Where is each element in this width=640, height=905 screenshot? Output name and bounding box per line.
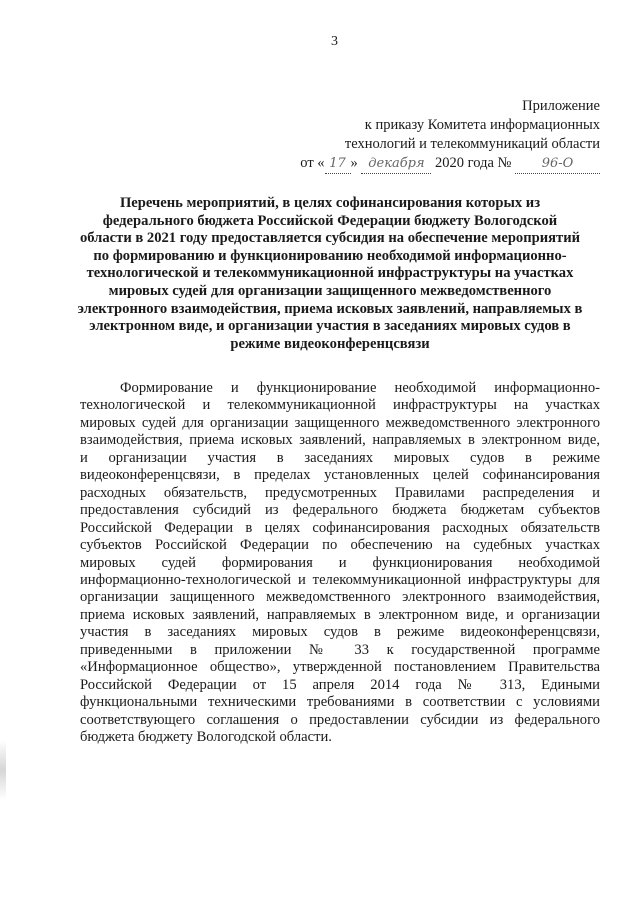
body-line: взаимодействия, приема исковых заявлений, направляемых в электронном виде, [80, 432, 600, 449]
body-line: субъектов Российской Федерации по обеспечению на судебных участках [80, 537, 600, 554]
title-line: режиме видеоконференцсвязи [230, 335, 430, 352]
body-line: информационно-технологической и телекоммуникационной инфраструктуры для [80, 571, 600, 588]
handwritten-order-number: 96-О [515, 154, 600, 174]
body-line: приема исковых заявлений, направляемых в электронном виде, и организации [80, 606, 600, 623]
title-line: федерального бюджета Российской Федерации бюджету Вологодской [102, 212, 558, 229]
title-line: технологической и телекоммуникационной инфраструктуры на участках [86, 265, 574, 282]
appendix-label: Приложение [522, 98, 600, 114]
handwritten-day: 17 [325, 154, 351, 174]
body-line: участия в заседаниях мировых судов в режиме видеоконференцсвязи, [80, 624, 600, 641]
body-line: предоставления субсидий из федерального бюджета бюджетам субъектов [80, 502, 600, 519]
appendix-header [300, 97, 600, 174]
document-title [60, 195, 600, 353]
body-line: «Информационное общество», утвержденной постановлением Правительства [80, 659, 600, 676]
body-line: соответствующего соглашения о предоставлении субсидии из федерального [80, 711, 600, 728]
body-paragraph [80, 380, 600, 747]
appendix-order-line: к приказу Комитета информационных [364, 117, 600, 133]
body-line: Формирование и функционирование необходимой информационно- [120, 380, 600, 396]
title-line: мировых судей для организации защищенного межведомственного [108, 282, 552, 299]
body-line: и организации участия в заседаниях мировых судов в режиме [80, 449, 600, 466]
body-line: мировых судей формирования и функционирования необходимой [80, 554, 600, 571]
date-year: 2020 года № [435, 155, 512, 171]
title-line: Перечень мероприятий, в целях софинансирования которых из [119, 195, 541, 211]
body-line: расходных обязательств, предусмотренных Правилами распределения и [80, 484, 600, 501]
date-quote: » [350, 155, 358, 171]
body-line: приведенными в приложении № 33 к государственной программе [80, 641, 600, 658]
body-line: Российской Федерации в целях софинансирования расходных обязательств [80, 519, 600, 536]
body-line: Российской Федерации от 15 апреля 2014 года № 313, Едиными [80, 676, 600, 693]
page-number: 3 [331, 34, 338, 49]
date-prefix: от « [300, 155, 325, 171]
handwritten-month: декабря [361, 154, 431, 174]
appendix-committee-line: технологий и телекоммуникаций области [344, 136, 600, 152]
body-line: мировых судей для организации защищенного межведомственного электронного [80, 414, 600, 431]
scan-edge-mark [0, 740, 6, 800]
body-line: организации защищенного межведомственного электронного взаимодействия, [80, 589, 600, 606]
appendix-date-line [300, 154, 600, 174]
body-line: функциональными техническими требованиями в соответствии с условиями [80, 694, 600, 711]
body-line: бюджета бюджету Вологодской области. [80, 729, 332, 746]
body-line: технологической и телекоммуникационной инфраструктуры на участках [80, 397, 600, 414]
title-line: по формированию и функционированию необходимой информационно- [93, 247, 567, 264]
title-line: области в 2021 году предоставляется субсидия на обеспечение мероприятий [79, 230, 581, 247]
title-line: электронного взаимодействия, приема исковых заявлений, направляемых в [77, 300, 583, 317]
title-line: электронном виде, и организации участия в заседаниях мировых судов в [89, 318, 571, 335]
body-line: видеоконференцсвязи, в пределах установленных целей софинансирования [80, 467, 600, 484]
